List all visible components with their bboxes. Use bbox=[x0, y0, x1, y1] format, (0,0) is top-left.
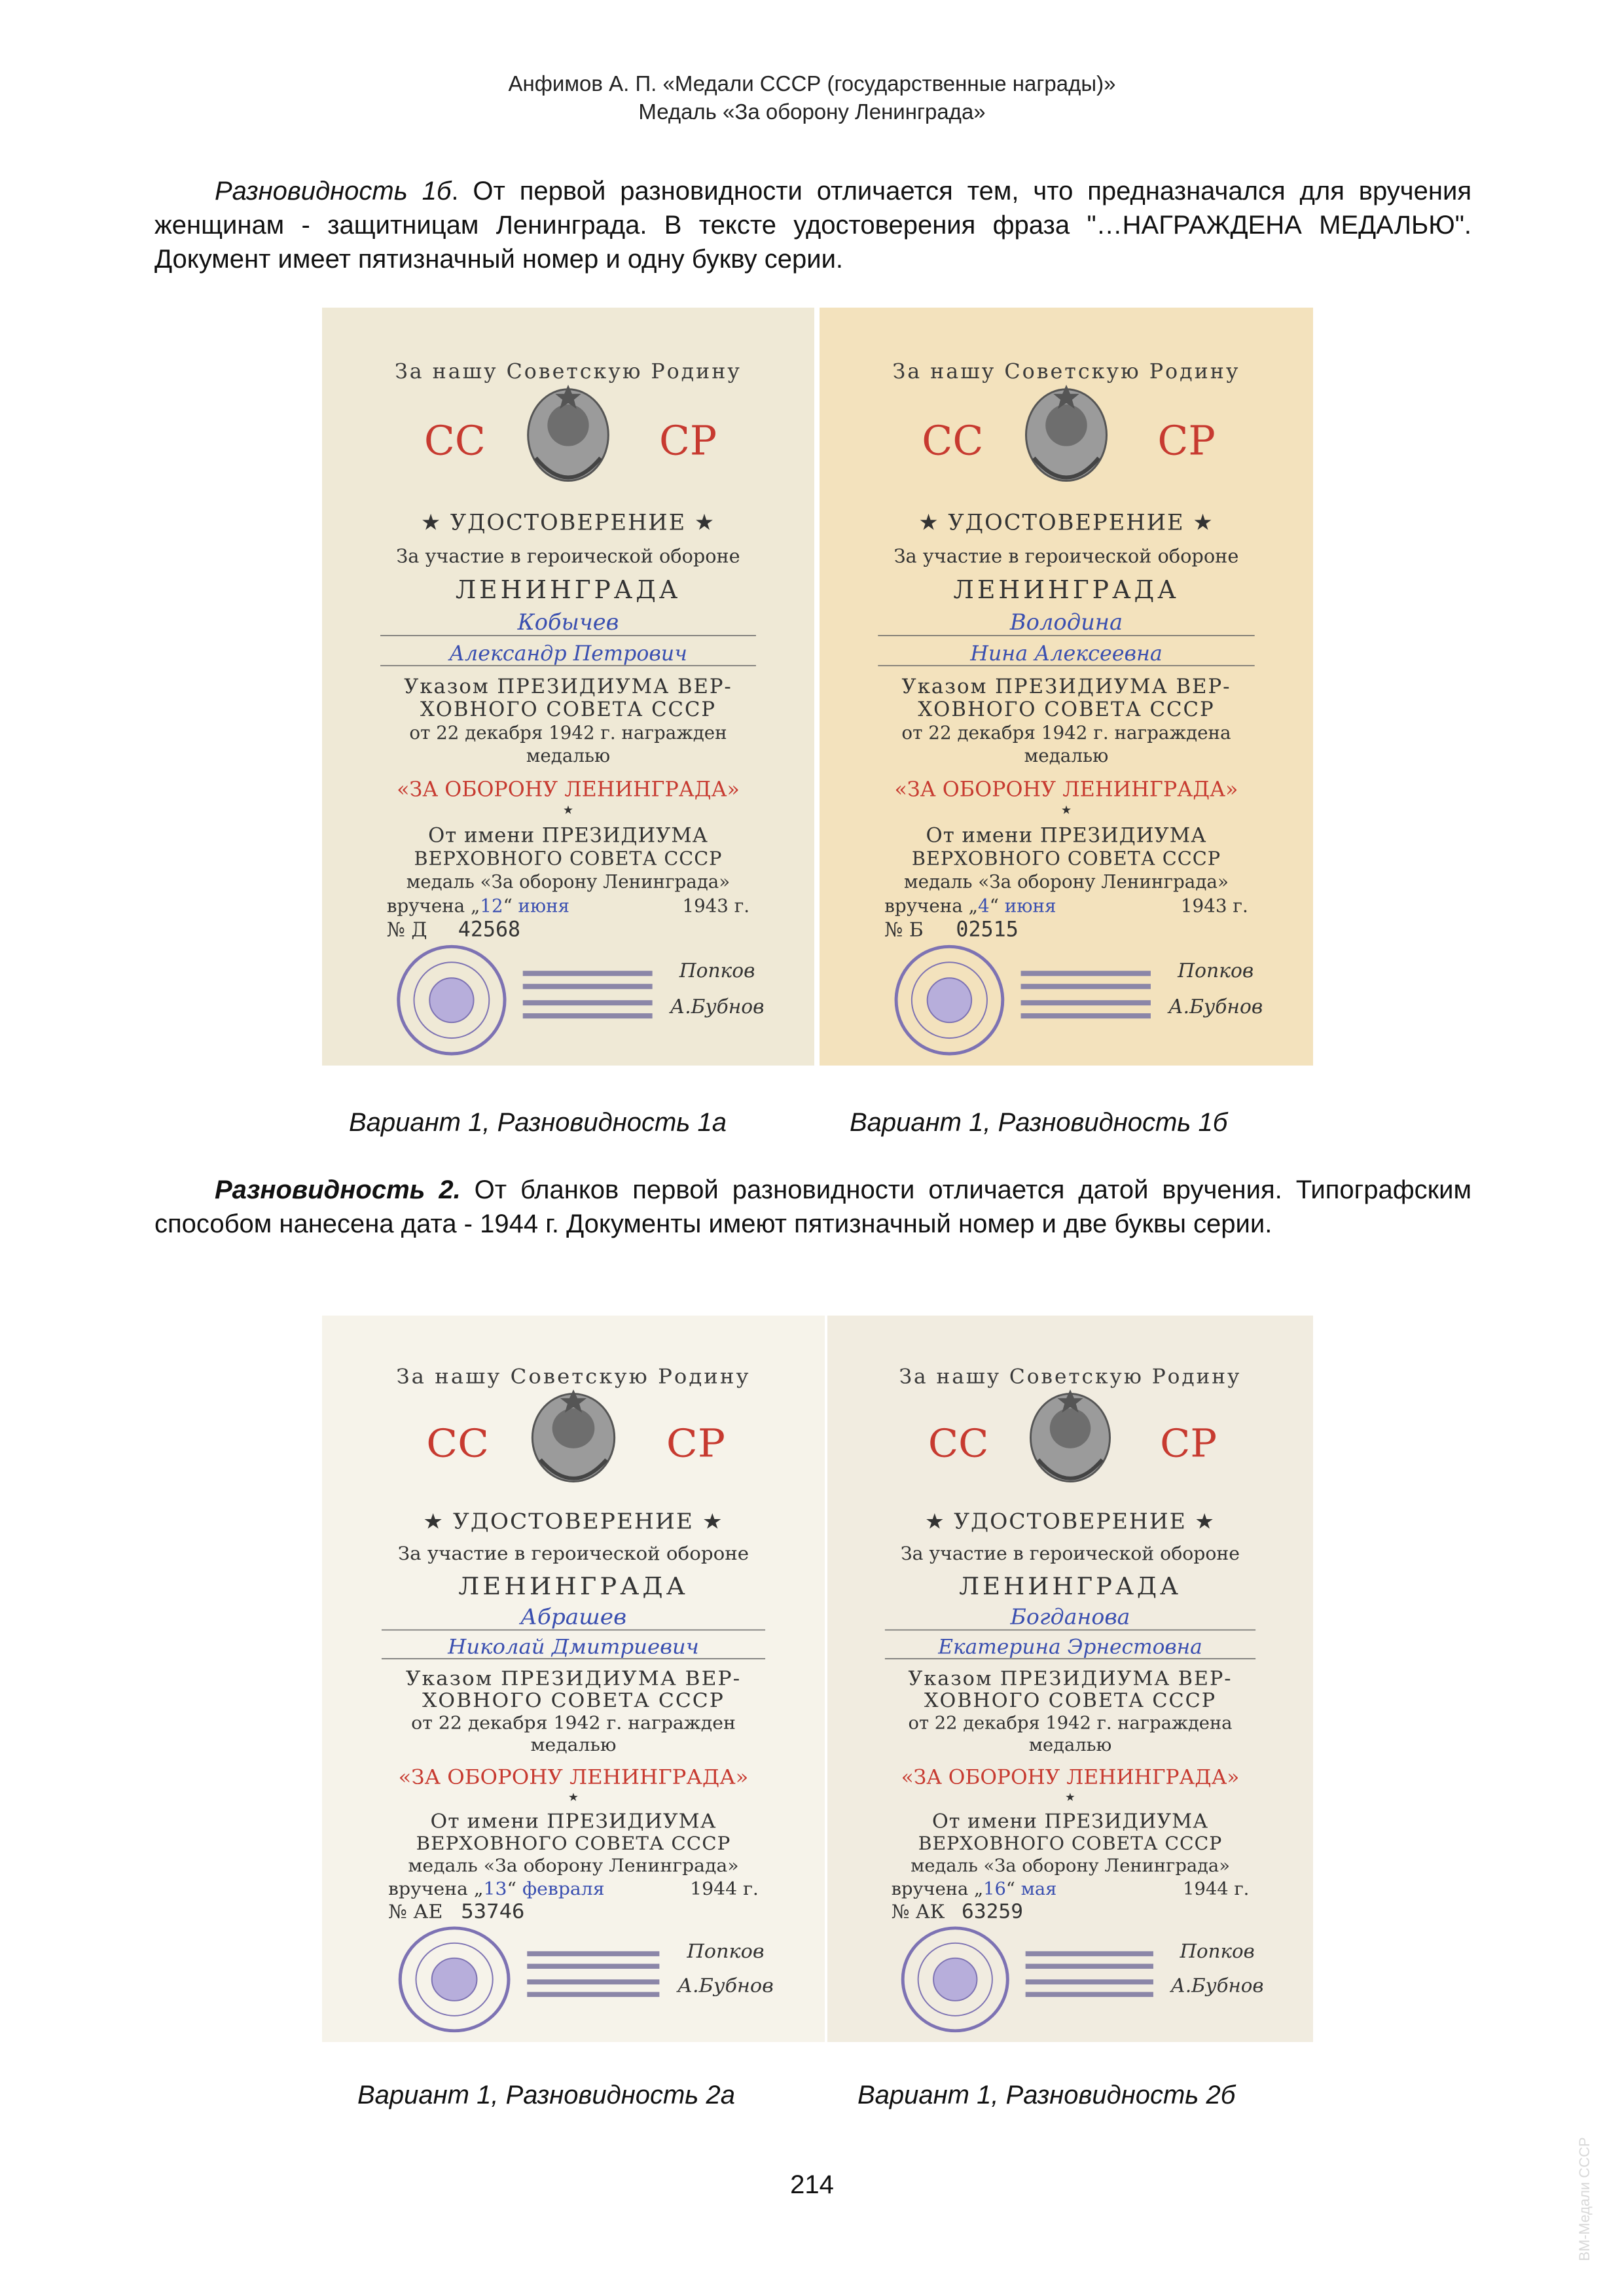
cert-number: 42568 bbox=[458, 917, 521, 942]
cert-number-prefix: № АЕ bbox=[388, 1901, 443, 1923]
cert-cc: СС bbox=[424, 417, 486, 465]
paragraph-lead-2: Разновидность 2. bbox=[215, 1175, 461, 1204]
cert-cc: СС bbox=[928, 1420, 989, 1467]
cert-on-behalf-2: ВЕРХОВНОГО СОВЕТА СССР bbox=[416, 1833, 731, 1855]
cert-medal-name: «ЗА ОБОРОНУ ЛЕНИНГРАДА» bbox=[894, 776, 1238, 802]
cert-awarded-line: от 22 декабря 1942 г. награжден bbox=[411, 1713, 736, 1734]
handed-prefix: вручена bbox=[386, 895, 465, 917]
header-title: Анфимов А. П. «Медали СССР (государственные награды)» bbox=[508, 71, 1116, 96]
handwritten-surname: Володина bbox=[1009, 609, 1123, 636]
cert-city: ЛЕНИНГРАДА bbox=[953, 575, 1180, 605]
handwritten-surname: Богданова bbox=[1010, 1604, 1130, 1630]
cert-year: 1944 г. bbox=[690, 1878, 759, 1899]
signature-2: А.Бубнов bbox=[670, 996, 765, 1019]
cert-decree-2: ХОВНОГО СОВЕТА СССР bbox=[918, 697, 1215, 721]
cert-title: ★ УДОСТОВЕРЕНИЕ ★ bbox=[421, 509, 715, 535]
cert-number: 63259 bbox=[962, 1899, 1024, 1924]
cert-city: ЛЕНИНГРАДА bbox=[455, 575, 681, 605]
handed-day: 12 bbox=[480, 895, 503, 917]
cert-title: ★ УДОСТОВЕРЕНИЕ ★ bbox=[918, 509, 1214, 535]
cert-cp: СР bbox=[1160, 1420, 1218, 1467]
cert-awarded-line: от 22 декабря 1942 г. награжден bbox=[409, 721, 727, 744]
cert-handed-line: вручена „16“ мая bbox=[891, 1879, 1057, 1900]
signature-1: Попков bbox=[1180, 1940, 1255, 1962]
cert-awarded-line: от 22 декабря 1942 г. награждена bbox=[901, 721, 1231, 744]
cert-awarded-line: от 22 декабря 1942 г. награждена bbox=[908, 1713, 1233, 1734]
cert-decree-2: ХОВНОГО СОВЕТА СССР bbox=[924, 1689, 1217, 1712]
svg-text:★: ★ bbox=[1060, 803, 1072, 817]
cert-participation: За участие в героической обороне bbox=[893, 545, 1239, 567]
cert-decree-1: Указом ПРЕЗИДИУМА ВЕР- bbox=[908, 1667, 1233, 1691]
cert-cc: СС bbox=[426, 1420, 490, 1466]
cert-motto: За нашу Советскую Родину bbox=[899, 1365, 1242, 1389]
cert-medal-line: медаль «За оборону Ленинграда» bbox=[903, 870, 1229, 893]
cert-cp: СР bbox=[659, 417, 717, 465]
cert-city: ЛЕНИНГРАДА bbox=[959, 1572, 1182, 1600]
cert-motto: За нашу Советскую Родину bbox=[395, 359, 742, 384]
signature-1: Попков bbox=[679, 960, 755, 983]
svg-text:ВМ-Медали СССР: ВМ-Медали СССР bbox=[1576, 2137, 1593, 2261]
signature-1: Попков bbox=[1178, 960, 1254, 983]
stamp-icon bbox=[896, 946, 1003, 1054]
cert-medal-name: «ЗА ОБОРОНУ ЛЕНИНГРАДА» bbox=[901, 1766, 1240, 1789]
cert-on-behalf-1: От имени ПРЕЗИДИУМА bbox=[428, 823, 708, 848]
svg-text:★: ★ bbox=[563, 803, 573, 817]
handwritten-given-names: Екатерина Эрнестовна bbox=[938, 1636, 1202, 1659]
paragraph-variety-1b bbox=[154, 174, 1471, 276]
certificate-image-2a bbox=[322, 1316, 825, 2042]
cert-medal-line: медаль «За оборону Ленинграда» bbox=[911, 1856, 1230, 1876]
page-number: 214 bbox=[790, 2170, 834, 2199]
svg-text:★: ★ bbox=[1065, 1790, 1075, 1804]
cert-handed-line: вручена „12“ июня bbox=[386, 895, 570, 917]
cert-number: 53746 bbox=[461, 1900, 525, 1924]
handwritten-given-names: Александр Петрович bbox=[449, 641, 687, 666]
cert-decree-1: Указом ПРЕЗИДИУМА ВЕР- bbox=[405, 1668, 742, 1691]
signature-2: А.Бубнов bbox=[1170, 1974, 1264, 1997]
handed-month: июня bbox=[1004, 895, 1056, 917]
cert-year: 1943 г. bbox=[682, 895, 750, 917]
cert-on-behalf-1: От имени ПРЕЗИДИУМА bbox=[926, 823, 1207, 848]
signature-1: Попков bbox=[687, 1940, 765, 1962]
caption-2a: Вариант 1, Разновидность 2а bbox=[357, 2081, 735, 2109]
cert-handed-line: вручена „4“ июня bbox=[884, 895, 1056, 917]
handed-day: 13 bbox=[483, 1878, 507, 1899]
handed-prefix: вручена bbox=[891, 1879, 969, 1900]
cert-decree-1: Указом ПРЕЗИДИУМА ВЕР- bbox=[901, 674, 1231, 699]
paragraph-variety-2 bbox=[154, 1173, 1471, 1241]
header-subtitle: Медаль «За оборону Ленинграда» bbox=[638, 99, 986, 124]
cert-on-behalf-1: От имени ПРЕЗИДИУМА bbox=[430, 1810, 717, 1833]
cert-city: ЛЕНИНГРАДА bbox=[458, 1571, 689, 1600]
signature-2: А.Бубнов bbox=[677, 1975, 774, 1997]
cert-year: 1943 г. bbox=[1180, 895, 1248, 917]
cert-medal-word: медалью bbox=[526, 744, 611, 766]
cert-number-prefix: № АК bbox=[891, 1900, 945, 1923]
cert-medal-word: медалью bbox=[1028, 1735, 1112, 1755]
cert-medal-name: «ЗА ОБОРОНУ ЛЕНИНГРАДА» bbox=[398, 1766, 749, 1789]
cert-on-behalf-1: От имени ПРЕЗИДИУМА bbox=[931, 1810, 1209, 1833]
cert-cp: СР bbox=[666, 1420, 725, 1466]
certificate-image-1b bbox=[820, 308, 1313, 1066]
signature-2: А.Бубнов bbox=[1168, 996, 1263, 1019]
cert-medal-line: медаль «За оборону Ленинграда» bbox=[408, 1856, 739, 1876]
cert-medal-name: «ЗА ОБОРОНУ ЛЕНИНГРАДА» bbox=[397, 777, 740, 802]
cert-on-behalf-2: ВЕРХОВНОГО СОВЕТА СССР bbox=[918, 1833, 1223, 1855]
cert-number: 02515 bbox=[956, 916, 1019, 942]
cert-on-behalf-2: ВЕРХОВНОГО СОВЕТА СССР bbox=[414, 847, 723, 870]
cert-decree-2: ХОВНОГО СОВЕТА СССР bbox=[420, 697, 717, 721]
certificate-image-2b bbox=[827, 1316, 1313, 2042]
cert-number-prefix: № Б bbox=[884, 918, 924, 942]
cert-handed-line: вручена „13“ февраля bbox=[388, 1878, 605, 1899]
watermark bbox=[1576, 2108, 1602, 2291]
caption-1a: Вариант 1, Разновидность 1а bbox=[349, 1108, 727, 1137]
paragraph-lead: Разновидность 1б bbox=[215, 177, 452, 206]
handed-day: 16 bbox=[983, 1879, 1006, 1900]
cert-number-prefix: № Д bbox=[386, 918, 427, 942]
handed-month: мая bbox=[1020, 1879, 1057, 1900]
handed-prefix: вручена bbox=[884, 895, 963, 917]
cert-medal-word: медалью bbox=[1024, 744, 1109, 766]
stamp-icon bbox=[400, 1928, 509, 2031]
handed-prefix: вручена bbox=[388, 1878, 468, 1899]
cert-participation: За участие в героической обороне bbox=[397, 1543, 749, 1564]
svg-text:★: ★ bbox=[568, 1791, 579, 1804]
cert-decree-1: Указом ПРЕЗИДИУМА ВЕР- bbox=[404, 674, 732, 699]
paragraph-text: . От первой разновидности отличается тем, что предназначался для вручения женщинам - защитницам Ленинграда. В тексте удостоверения фраза "…НАГРАЖДЕНА МЕДАЛЬЮ". Документ имеет пятизначный номер и одну букву серии. bbox=[154, 177, 1471, 274]
handed-month: февраля bbox=[522, 1878, 605, 1899]
stamp-icon bbox=[903, 1928, 1007, 2031]
stamp-icon bbox=[399, 946, 505, 1054]
cert-year: 1944 г. bbox=[1183, 1879, 1250, 1900]
cert-cp: СР bbox=[1157, 417, 1216, 465]
certificate-image-1a bbox=[322, 308, 814, 1066]
handwritten-surname: Кобычев bbox=[517, 609, 619, 636]
handed-month: июня bbox=[518, 895, 570, 917]
cert-cc: СС bbox=[922, 417, 984, 465]
handwritten-given-names: Нина Алексеевна bbox=[970, 640, 1163, 666]
cert-motto: За нашу Советскую Родину bbox=[396, 1365, 751, 1389]
cert-on-behalf-2: ВЕРХОВНОГО СОВЕТА СССР bbox=[911, 847, 1221, 870]
handwritten-surname: Абрашев bbox=[520, 1604, 627, 1630]
cert-motto: За нашу Советскую Родину bbox=[892, 358, 1240, 384]
handed-day: 4 bbox=[978, 895, 990, 917]
handwritten-given-names: Николай Дмитриевич bbox=[448, 1636, 699, 1659]
cert-participation: За участие в героической обороне bbox=[900, 1543, 1240, 1565]
caption-2b: Вариант 1, Разновидность 2б bbox=[857, 2081, 1236, 2109]
cert-medal-word: медалью bbox=[530, 1734, 617, 1755]
cert-decree-2: ХОВНОГО СОВЕТА СССР bbox=[422, 1689, 725, 1712]
cert-title: ★ УДОСТОВЕРЕНИЕ ★ bbox=[423, 1509, 724, 1534]
caption-1b: Вариант 1, Разновидность 1б bbox=[850, 1108, 1228, 1137]
paragraph-text-2: От бланков первой разновидности отличается датой вручения. Типографским способом нанесена дата - 1944 г. Документы имеют пятизначный номер и две буквы серии. bbox=[154, 1175, 1471, 1238]
cert-title: ★ УДОСТОВЕРЕНИЕ ★ bbox=[924, 1508, 1216, 1534]
cert-participation: За участие в героической обороне bbox=[396, 545, 740, 567]
cert-medal-line: медаль «За оборону Ленинграда» bbox=[406, 870, 731, 893]
